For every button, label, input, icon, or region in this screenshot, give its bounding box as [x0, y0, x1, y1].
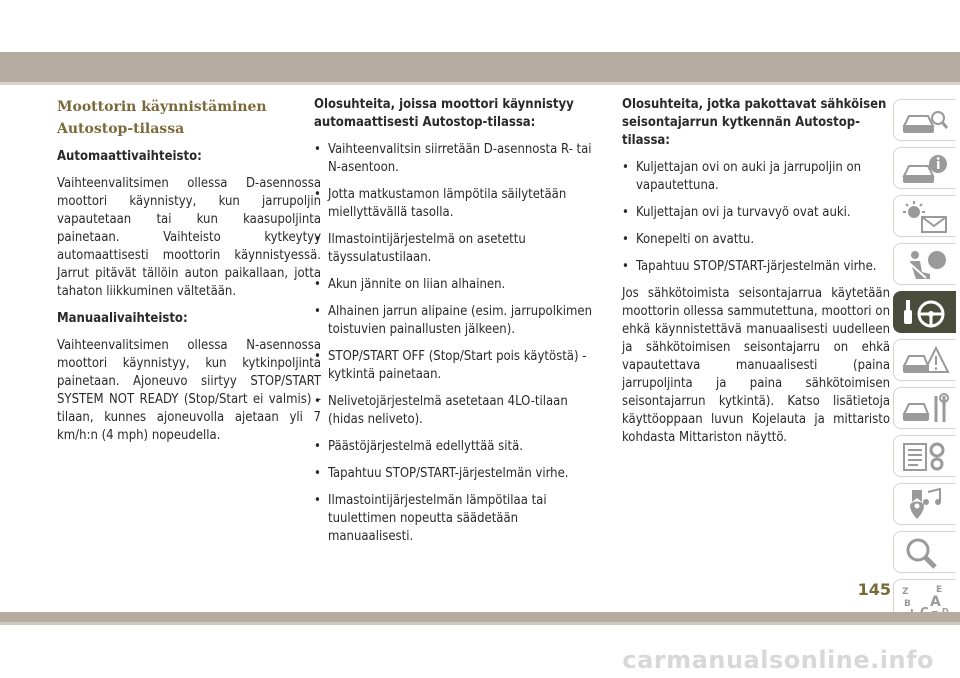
page-number: 145 — [857, 580, 891, 599]
car-search-icon — [900, 104, 950, 138]
autostart-conditions-heading: Olosuhteita, joissa moottori käynnistyy automaattisesti Autostop-tilassa: — [314, 97, 574, 130]
list-item: • Kuljettajan ovi on auki ja jarrupoljin on vapautettuna. — [622, 159, 890, 195]
automatic-transmission-heading: Automaattivaihteisto: — [57, 149, 202, 164]
list-item: • Vaihteenvalitsin siirretään D-asennosta R- tai N-asentoon. — [314, 141, 604, 177]
key-steering-icon — [900, 296, 950, 330]
tab-seat-airbag[interactable] — [893, 243, 956, 285]
car-tools-icon — [900, 392, 950, 426]
list-item: • Ilmastointijärjestelmä on asetettu täyssulatustilaan. — [314, 231, 604, 267]
column-right — [622, 96, 890, 456]
header-rule — [0, 82, 960, 85]
tab-car-info[interactable] — [893, 147, 956, 189]
warning-car-icon — [900, 344, 950, 378]
tab-list-settings[interactable] — [893, 435, 956, 477]
tab-light-message[interactable] — [893, 195, 956, 237]
car-info-icon — [900, 152, 950, 186]
footer-band — [0, 612, 960, 622]
list-item: • Tapahtuu STOP/START-järjestelmän virhe. — [622, 258, 890, 276]
section-title-line-1: Moottorin käynnistäminen — [57, 99, 267, 115]
list-item: • Päästöjärjestelmä edellyttää sitä. — [314, 438, 604, 456]
tab-key-steering[interactable] — [893, 291, 956, 333]
list-item: • Kuljettajan ovi ja turvavyö ovat auki. — [622, 204, 890, 222]
chapter-tabs — [893, 99, 960, 627]
list-item: • STOP/START OFF (Stop/Start pois käytöstä) -kytkintä painetaan. — [314, 348, 604, 384]
seat-airbag-icon — [900, 248, 950, 282]
manual-transmission-text: Vaihteenvalitsimen ollessa N-asennossa moottori käynnistyy, kun kytkinpoljinta painetaan. Ajoneuvo siirtyy STOP/START SYSTEM NOT READY (Stop/Start ei valmis) -tilaan, kunnes ajoneuvolla ajetaan yli 7 km/h:n (4 mph) nopeudella. — [57, 338, 321, 443]
top-margin — [0, 0, 960, 52]
media-navigation-icon — [900, 488, 950, 522]
autostart-conditions-list — [314, 141, 604, 546]
watermark: carmanualsonline.info — [622, 646, 934, 674]
parking-brake-conditions-list — [622, 159, 890, 276]
column-middle — [314, 96, 604, 555]
search-icon — [900, 536, 950, 570]
section-title — [57, 96, 321, 140]
section-title-line-2: Autostop-tilassa — [57, 121, 185, 137]
list-settings-icon — [900, 440, 950, 474]
list-item: • Alhainen jarrun alipaine (esim. jarrupolkimen toistuvien painallusten jälkeen). — [314, 303, 604, 339]
header-band — [0, 52, 960, 82]
list-item: • Jotta matkustamon lämpötila säilytetään miellyttävällä tasolla. — [314, 186, 604, 222]
index-letter: Z — [902, 587, 909, 597]
index-letter: A — [930, 594, 941, 610]
manual-transmission-heading: Manuaalivaihteisto: — [57, 311, 188, 326]
index-letter: E — [936, 585, 943, 595]
footer-rule — [0, 622, 960, 625]
list-item: • Akun jännite on liian alhainen. — [314, 276, 604, 294]
light-message-icon — [900, 200, 950, 234]
tab-car-search[interactable] — [893, 99, 956, 141]
list-item: • Ilmastointijärjestelmän lämpötilaa tai tuulettimen nopeutta säädetään manuaalisesti. — [314, 492, 604, 546]
list-item: • Nelivetojärjestelmä asetetaan 4LO-tilaan (hidas neliveto). — [314, 393, 604, 429]
index-letter: B — [904, 599, 911, 609]
parking-brake-paragraph: Jos sähkötoimista seisontajarrua käytetään moottorin ollessa sammutettuna, moottori on ehkä käynnistettävä manuaalisesti uudelleen ja sähkötoimisen seisontajarru on ehkä vapautettava manuaalisesti (paina jarrupoljinta ja paina sähkötoimisen seisontajarrun kytkintä). Katso lisätietoja käyttöoppaan luvun Kojelauta ja mittaristo kohdasta Mittariston näyttö. — [622, 286, 890, 445]
automatic-transmission-text: Vaihteenvalitsimen ollessa D-asennossa moottori käynnistyy, kun jarrupoljin vapautetaan tai kun kaasupoljinta painetaan. Vaihteisto kytkeytyy automaattisesti moottorin käynnistyessä. Jarrut pitävät tällöin auton paikallaan, jotta tahaton liikkuminen vältetään. — [57, 176, 321, 299]
tab-warning-car[interactable] — [893, 339, 956, 381]
tab-search[interactable] — [893, 531, 956, 573]
parking-brake-conditions-heading: Olosuhteita, jotka pakottavat sähköisen seisontajarrun kytkennän Autostop-tilassa: — [622, 97, 887, 148]
list-item: • Konepelti on avattu. — [622, 231, 890, 249]
tab-media-navigation[interactable] — [893, 483, 956, 525]
column-left — [57, 96, 321, 454]
tab-car-tools[interactable] — [893, 387, 956, 429]
list-item: • Tapahtuu STOP/START-järjestelmän virhe. — [314, 465, 604, 483]
